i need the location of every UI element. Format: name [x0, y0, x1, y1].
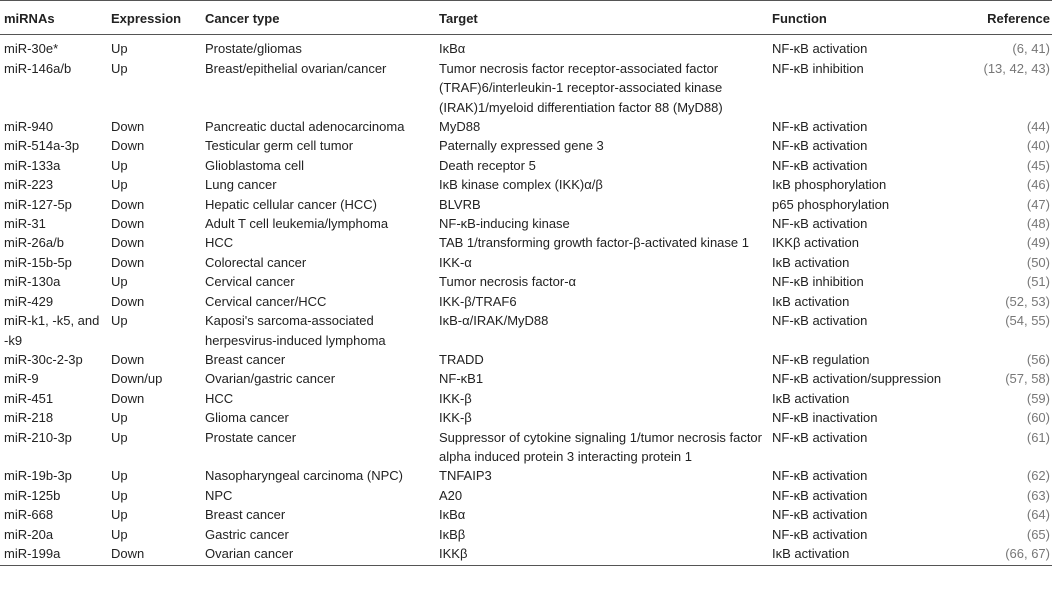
reference-cell[interactable]: (60)	[1026, 410, 1050, 426]
mirna-cell: miR-451	[4, 390, 54, 406]
header-mirnas: miRNAs	[0, 1, 107, 35]
table-row	[0, 428, 1052, 467]
cancer-type-cell: Breast cancer	[205, 507, 286, 523]
mirna-cell: miR-30e*	[4, 41, 59, 57]
function-cell: NF-κB activation	[772, 526, 868, 542]
reference-cell[interactable]: (65)	[1026, 526, 1050, 542]
cancer-type-cell: Prostate cancer	[205, 429, 297, 445]
cancer-type-cell: Ovarian cancer	[201, 544, 435, 566]
mirna-cell: miR-127-5p	[4, 196, 72, 212]
expression-cell: Up	[111, 177, 128, 193]
table-row	[0, 525, 1052, 544]
reference-cell[interactable]: (6, 41)	[1012, 41, 1050, 57]
table-row	[0, 175, 1052, 194]
cancer-type-cell: Nasopharyngeal carcinoma (NPC)	[205, 468, 403, 484]
cancer-type-cell: Gastric cancer	[205, 526, 289, 542]
mirna-cell: miR-20a	[4, 526, 54, 542]
mirna-cell: miR-19b-3p	[4, 468, 72, 484]
table-row	[0, 389, 1052, 408]
header-reference: Reference	[974, 1, 1052, 35]
header-cancer-type: Cancer type	[201, 1, 435, 35]
cancer-type-cell: Prostate/gliomas	[205, 41, 302, 57]
cancer-type-cell: Colorectal cancer	[205, 254, 307, 270]
reference-cell[interactable]: (52, 53)	[1005, 293, 1050, 309]
target-cell: Death receptor 5	[439, 157, 536, 173]
table-row	[0, 117, 1052, 136]
function-cell: NF-κB inactivation	[772, 410, 878, 426]
expression-cell: Down	[111, 235, 145, 251]
reference-cell[interactable]: (44)	[1026, 119, 1050, 135]
cancer-type-cell: Hepatic cellular cancer (HCC)	[205, 196, 377, 212]
table-row	[0, 59, 1052, 117]
reference-cell[interactable]: (40)	[1026, 138, 1050, 154]
cancer-type-cell: Adult T cell leukemia/lymphoma	[205, 216, 389, 232]
mirna-cell: miR-26a/b	[4, 235, 64, 251]
expression-cell: Down	[111, 293, 145, 309]
expression-cell: Down	[111, 254, 145, 270]
target-cell: TNFAIP3	[439, 468, 492, 484]
table-row	[0, 195, 1052, 214]
expression-cell: Up	[111, 313, 128, 329]
header-function: Function	[768, 1, 974, 35]
table-row	[0, 35, 1052, 59]
function-cell: IκB activation	[772, 390, 850, 406]
expression-cell: Up	[111, 507, 128, 523]
table-row	[0, 466, 1052, 485]
reference-cell[interactable]: (57, 58)	[1005, 371, 1050, 387]
function-cell: NF-κB activation	[772, 41, 868, 57]
expression-cell: Down	[111, 351, 145, 367]
mirna-cell: miR-940	[4, 119, 54, 135]
table-row	[0, 408, 1052, 427]
reference-cell[interactable]: (66, 67)	[974, 544, 1052, 566]
expression-cell: Down	[111, 216, 145, 232]
cancer-type-cell: Breast/epithelial ovarian/cancer	[205, 60, 387, 76]
target-cell: Tumor necrosis factor receptor-associated factor (TRAF)6/interleukin-1 receptor-associated kinase (IRAK)1/myeloid differentiation factor 88 (MyD88)	[439, 60, 723, 115]
function-cell: IκB phosphorylation	[772, 177, 887, 193]
header-target: Target	[435, 1, 768, 35]
target-cell: NF-κB-inducing kinase	[439, 216, 570, 232]
cancer-type-cell: Lung cancer	[205, 177, 277, 193]
mirna-cell: miR-31	[4, 216, 46, 232]
target-cell: TAB 1/transforming growth factor-β-activated kinase 1	[439, 235, 749, 251]
target-cell: IκB kinase complex (IKK)α/β	[439, 177, 603, 193]
table-header	[0, 1, 1052, 35]
reference-cell[interactable]: (63)	[1026, 487, 1050, 503]
reference-cell[interactable]: (56)	[1026, 351, 1050, 367]
expression-cell: Down	[111, 390, 145, 406]
function-cell: NF-κB inhibition	[772, 274, 864, 290]
table-row	[0, 233, 1052, 252]
table-row	[0, 350, 1052, 369]
function-cell: NF-κB activation	[772, 216, 868, 232]
function-cell: IKKβ activation	[772, 235, 859, 251]
mirna-cell: miR-218	[4, 410, 54, 426]
target-cell: A20	[439, 487, 463, 503]
cancer-type-cell: HCC	[205, 235, 234, 251]
reference-cell[interactable]: (64)	[1026, 507, 1050, 523]
function-cell: NF-κB inhibition	[772, 60, 864, 76]
target-cell: IKK-β	[439, 410, 472, 426]
function-cell: NF-κB activation	[772, 157, 868, 173]
reference-cell[interactable]: (46)	[1026, 177, 1050, 193]
mirna-cell: miR-514a-3p	[4, 138, 80, 154]
reference-cell[interactable]: (47)	[1026, 196, 1050, 212]
table-row	[0, 272, 1052, 291]
function-cell: NF-κB activation	[772, 487, 868, 503]
mirna-cell: miR-9	[4, 371, 39, 387]
target-cell: IKKβ	[435, 544, 768, 566]
header-row	[0, 1, 1052, 35]
reference-cell[interactable]: (61)	[1026, 429, 1050, 445]
expression-cell: Up	[111, 429, 128, 445]
mirna-cell: miR-146a/b	[4, 60, 72, 76]
mirna-cell: miR-133a	[4, 157, 61, 173]
reference-cell[interactable]: (45)	[1026, 157, 1050, 173]
mirna-cell: miR-210-3p	[4, 429, 72, 445]
target-cell: IκB-α/IRAK/MyD88	[439, 313, 549, 329]
cancer-type-cell: Breast cancer	[205, 351, 286, 367]
table-row	[0, 311, 1052, 350]
target-cell: Tumor necrosis factor-α	[439, 274, 577, 290]
cancer-type-cell: Ovarian/gastric cancer	[205, 371, 336, 387]
expression-cell: Up	[111, 60, 128, 76]
reference-cell[interactable]: (13, 42, 43)	[983, 60, 1050, 76]
cancer-type-cell: Glioblastoma cell	[205, 157, 304, 173]
expression-cell: Up	[111, 41, 128, 57]
table-row	[0, 292, 1052, 311]
cancer-type-cell: NPC	[205, 487, 233, 503]
reference-cell[interactable]: (62)	[1026, 468, 1050, 484]
mirna-cell: miR-668	[4, 507, 54, 523]
mirna-cell: miR-30c-2-3p	[4, 351, 83, 367]
expression-cell: Down/up	[111, 371, 163, 387]
target-cell: IKK-β	[439, 390, 472, 406]
table-row	[0, 136, 1052, 155]
function-cell: NF-κB activation	[772, 507, 868, 523]
target-cell: Paternally expressed gene 3	[439, 138, 604, 154]
function-cell: IκB activation	[772, 254, 850, 270]
reference-cell[interactable]: (49)	[1026, 235, 1050, 251]
target-cell: MyD88	[439, 119, 481, 135]
reference-cell[interactable]: (59)	[1026, 390, 1050, 406]
target-cell: IKK-β/TRAF6	[439, 293, 517, 309]
expression-cell: Down	[111, 138, 145, 154]
mirna-cell: miR-130a	[4, 274, 61, 290]
reference-cell[interactable]: (50)	[1026, 254, 1050, 270]
expression-cell: Down	[107, 544, 201, 566]
function-cell: NF-κB activation	[772, 138, 868, 154]
target-cell: BLVRB	[439, 196, 481, 212]
table-row	[0, 253, 1052, 272]
function-cell: NF-κB activation	[772, 119, 868, 135]
cancer-type-cell: Cervical cancer/HCC	[205, 293, 327, 309]
mirna-cell: miR-429	[4, 293, 54, 309]
cancer-type-cell: Kaposi's sarcoma-associated herpesvirus-induced lymphoma	[205, 313, 386, 348]
function-cell: p65 phosphorylation	[772, 196, 890, 212]
expression-cell: Up	[111, 157, 128, 173]
cancer-type-cell: HCC	[205, 390, 234, 406]
table-row	[0, 369, 1052, 388]
expression-cell: Up	[111, 487, 128, 503]
target-cell: NF-κB1	[439, 371, 484, 387]
function-cell: IκB activation	[772, 293, 850, 309]
expression-cell: Up	[111, 526, 128, 542]
reference-cell[interactable]: (54, 55)	[1005, 313, 1050, 329]
function-cell: NF-κB regulation	[772, 351, 870, 367]
mirna-cell: miR-15b-5p	[4, 254, 72, 270]
expression-cell: Up	[111, 468, 128, 484]
table-row	[0, 486, 1052, 505]
function-cell: NF-κB activation	[772, 429, 868, 445]
target-cell: IκBβ	[439, 526, 466, 542]
expression-cell: Up	[111, 274, 128, 290]
table-body	[0, 35, 1052, 566]
function-cell: IκB activation	[768, 544, 974, 566]
table-row	[0, 505, 1052, 524]
target-cell: Suppressor of cytokine signaling 1/tumor necrosis factor alpha induced protein 3 interacting protein 1	[439, 429, 762, 464]
table-row	[0, 156, 1052, 175]
expression-cell: Down	[111, 196, 145, 212]
mirna-cell: miR-223	[4, 177, 54, 193]
cancer-type-cell: Testicular germ cell tumor	[205, 138, 354, 154]
target-cell: IκBα	[439, 507, 466, 523]
mirna-cell: miR-k1, -k5, and -k9	[4, 313, 100, 348]
target-cell: IKK-α	[439, 254, 472, 270]
cancer-type-cell: Cervical cancer	[205, 274, 295, 290]
cancer-type-cell: Glioma cancer	[205, 410, 289, 426]
mirna-cell: miR-125b	[4, 487, 61, 503]
target-cell: TRADD	[439, 351, 484, 367]
table-row	[0, 214, 1052, 233]
header-expression: Expression	[107, 1, 201, 35]
mirna-cell: miR-199a	[0, 544, 107, 566]
expression-cell: Down	[111, 119, 145, 135]
table-row	[0, 544, 1052, 566]
reference-cell[interactable]: (51)	[1026, 274, 1050, 290]
function-cell: NF-κB activation	[772, 468, 868, 484]
target-cell: IκBα	[439, 41, 466, 57]
cancer-type-cell: Pancreatic ductal adenocarcinoma	[205, 119, 405, 135]
expression-cell: Up	[111, 410, 128, 426]
reference-cell[interactable]: (48)	[1026, 216, 1050, 232]
function-cell: NF-κB activation	[772, 313, 868, 329]
function-cell: NF-κB activation/suppression	[772, 371, 942, 387]
